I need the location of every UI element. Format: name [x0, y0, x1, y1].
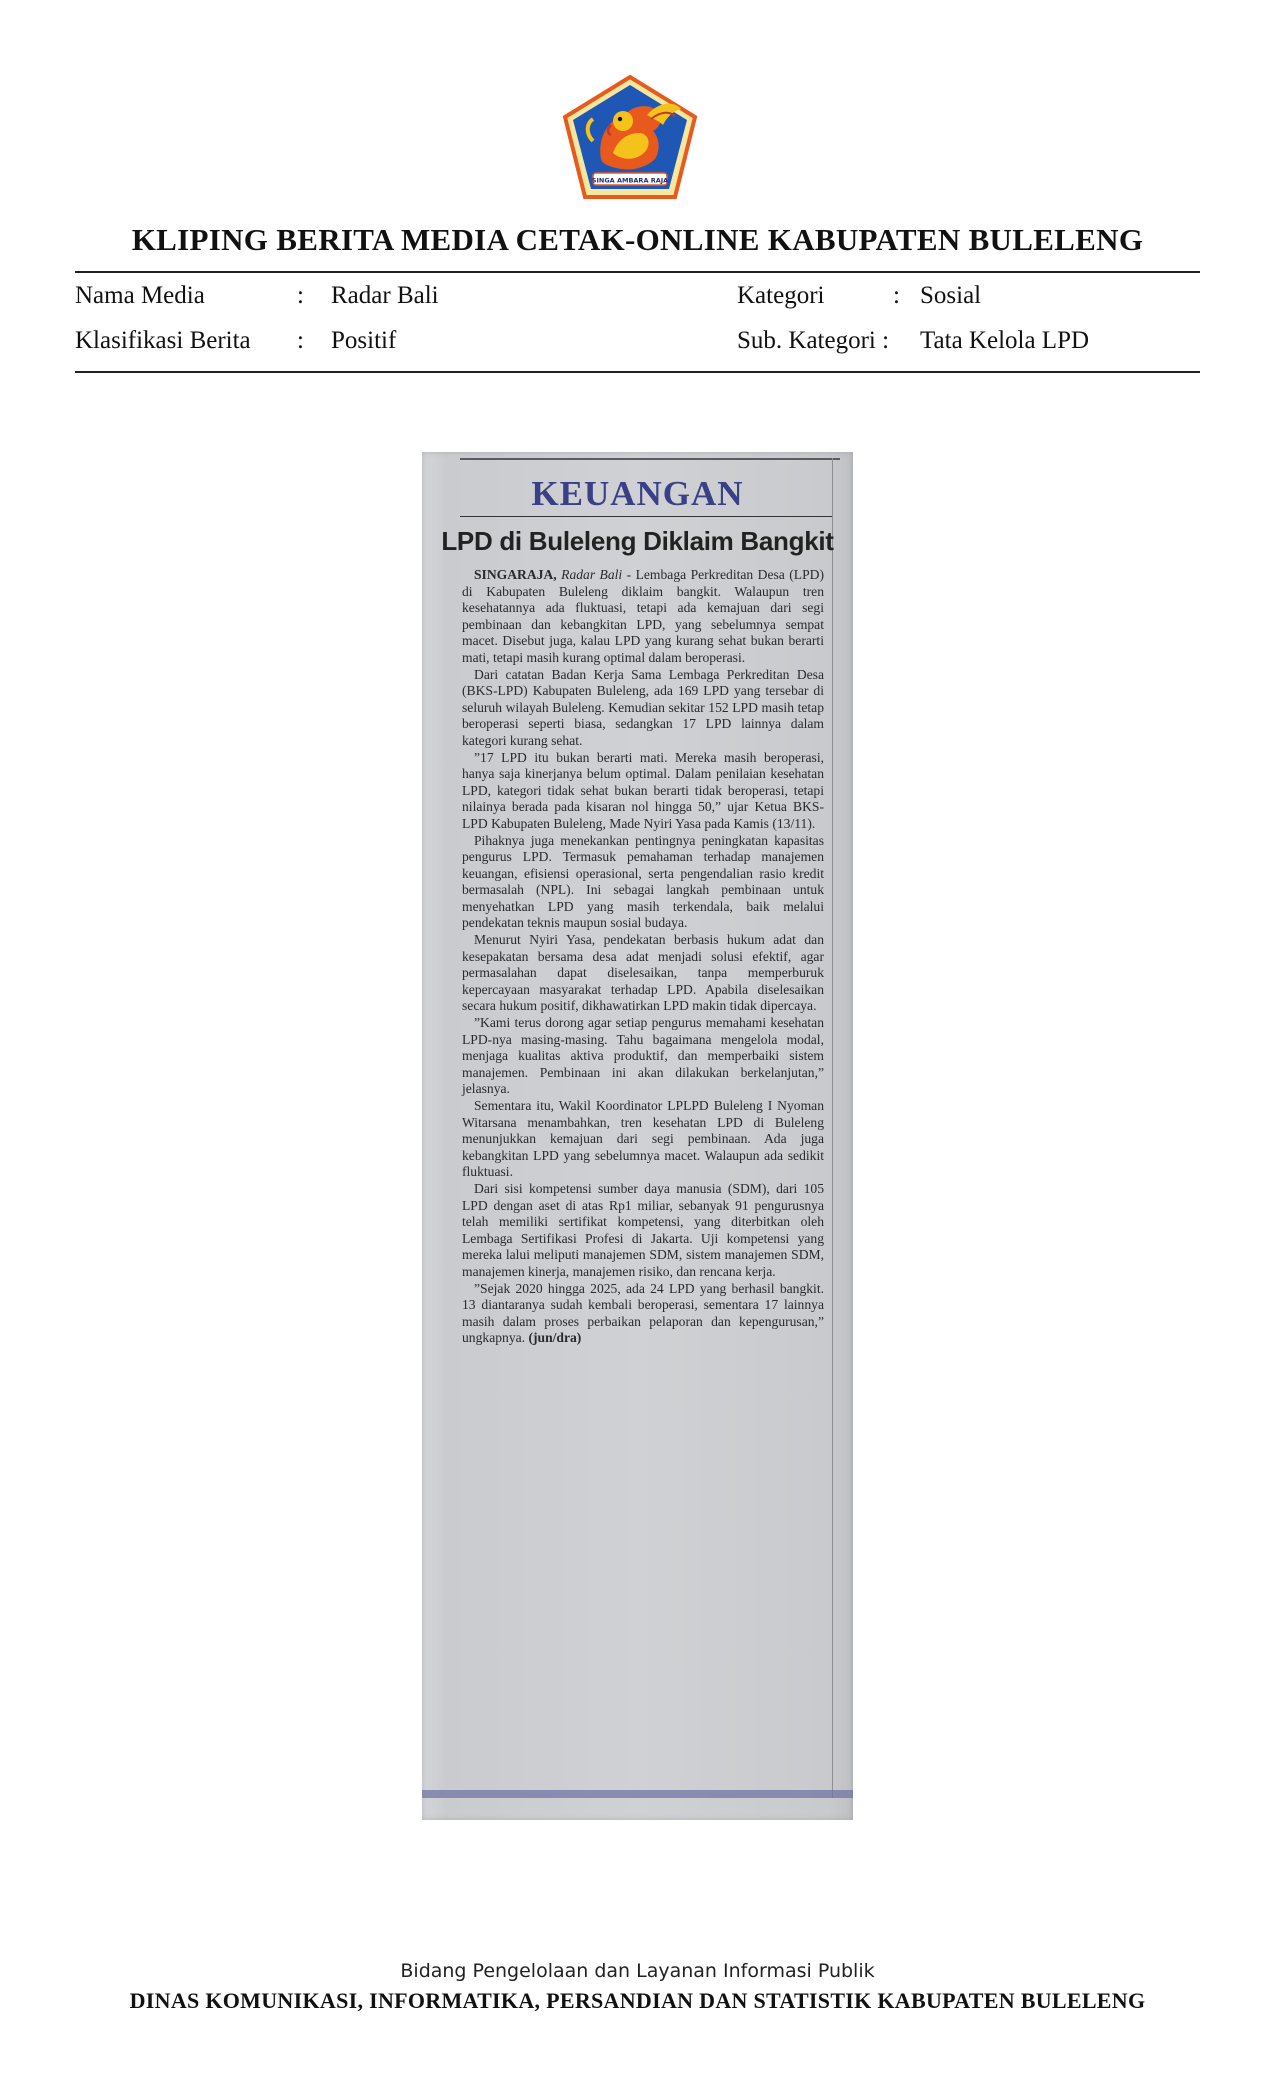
svg-text:SINGA AMBARA RAJA: SINGA AMBARA RAJA: [591, 176, 669, 185]
article-dateline: SINGARAJA,: [474, 567, 557, 582]
clipping-headline: LPD di Buleleng Diklaim Bangkit: [441, 526, 834, 556]
article-paragraph: ”Kami terus dorong agar setiap pengurus memahami kesehatan LPD-nya masing-masing. Tahu bagaimana mengelola modal, menjaga kualitas aktiva produktif, dan memperbaiki sistem manajemen. Pembinaan ini akan dilakukan berkelanjutan,” jelasnya.: [462, 1015, 824, 1097]
header-bottom-divider: [75, 371, 1200, 373]
article-paragraph: ”17 LPD itu bukan berarti mati. Mereka masih beroperasi, hanya saja kinerjanya belum optimal. Dalam penilaian kesehatan LPD, kategori tidak sehat bukan berarti tidak beroperasi, tetapi nilainya berada pada kisaran nol hingga 50,” ujar Ketua BKS-LPD Kabupaten Buleleng, Made Nyiri Yasa pada Kamis (13/11).: [462, 749, 824, 831]
article-closing-quote: ”Sejak 2020 hingga 2025, ada 24 LPD yang berhasil bangkit. 13 diantaranya sudah kembali beroperasi, sementara 17 lainnya masih dalam proses perbaikan pelaporan dan kepengurusan,” ungkapnya.: [462, 1280, 824, 1346]
kategori-label: Kategori: [737, 282, 825, 309]
article-paragraph: Dari sisi kompetensi sumber daya manusia (SDM), dari 105 LPD dengan aset di atas Rp1 miliar, sebanyak 91 pengurusnya telah memiliki sertifikat kompetensi, yang diterbitkan oleh Lembaga Sertifikasi Profesi di Jakarta. Uji kompetensi yang mereka lalui meliputi manajemen SDM, sistem manajemen SDM, manajemen kinerja, manajemen risiko, dan rencana kerja.: [462, 1180, 824, 1279]
header-top-divider: [75, 271, 1200, 273]
media-value: Radar Bali: [331, 282, 439, 309]
footer-division: Bidang Pengelolaan dan Layanan Informasi Publik: [400, 1960, 875, 1982]
klasifikasi-value: Positif: [331, 327, 397, 354]
singa-ambara-raja-emblem-icon: [563, 75, 697, 199]
article-signature: (jun/dra): [528, 1330, 582, 1346]
subkategori-label: Sub. Kategori :: [737, 327, 890, 354]
kategori-value: Sosial: [920, 282, 982, 309]
klasifikasi-label: Klasifikasi Berita: [75, 327, 251, 354]
rubric-underline: [460, 516, 832, 517]
article-source: Radar Bali: [561, 567, 623, 582]
clipping-column-rule: [832, 458, 833, 1798]
footer-agency: DINAS KOMUNIKASI, INFORMATIKA, PERSANDIAN DAN STATISTIK KABUPATEN BULELENG: [129, 1988, 1146, 2013]
article-paragraph: [462, 1281, 824, 1347]
article-paragraph: Menurut Nyiri Yasa, pendekatan berbasis hukum adat dan kesepakatan bersama desa adat menjadi solusi efektif, agar permasalahan dapat diselesaikan, tanpa memperburuk kepercayaan masyarakat terhadap LPD. Apabila diselesaikan secara hukum positif, dikhawatirkan LPD makin tidak dipercaya.: [462, 932, 824, 1014]
media-label: Nama Media: [75, 282, 205, 309]
newspaper-clipping: [422, 452, 853, 1820]
clipping-top-rule: [460, 458, 840, 460]
media-colon: :: [297, 282, 304, 309]
page-title: KLIPING BERITA MEDIA CETAK-ONLINE KABUPATEN BULELENG: [131, 222, 1144, 257]
article-paragraph: Sementara itu, Wakil Koordinator LPLPD Buleleng I Nyoman Witarsana menambahkan, tren kesehatan LPD di Buleleng menunjukkan kemajuan dari segi pembinaan. Ada juga kebangkitan LPD yang sebelumnya macet. Walaupun ada sedikit fluktuasi.: [462, 1098, 824, 1180]
clipping-rubric: KEUANGAN: [531, 474, 744, 513]
subkategori-value: Tata Kelola LPD: [920, 327, 1090, 354]
article-paragraph: Pihaknya juga menekankan pentingnya peningkatan kapasitas pengurus LPD. Termasuk pemahaman terhadap manajemen keuangan, efisiensi operasional, serta pengendalian rasio kredit bermasalah (NPL). Ini sebagai langkah pembinaan untuk menyehatkan LPD yang masih terkendala, baik melalui pendekatan teknis maupun sosial budaya.: [462, 832, 824, 931]
article-body: [462, 567, 824, 1347]
article-paragraph: Dari catatan Badan Kerja Sama Lembaga Perkreditan Desa (BKS-LPD) Kabupaten Buleleng, ada 169 LPD yang tersebar di seluruh wilayah Buleleng. Kemudian sekitar 152 LPD masih tetap beroperasi seperti biasa, sedangkan 17 LPD lainnya dalam kategori kurang sehat.: [462, 666, 824, 748]
kabupaten-buleleng-logo: [563, 75, 697, 199]
clipping-bottom-bar: [422, 1790, 853, 1798]
article-lead: - Lembaga Perkreditan Desa (LPD) di Kabupaten Buleleng diklaim bangkit. Walaupun tren kesehatannya ada fluktuasi, tetapi ada kemajuan dari segi pembinaan dan kebangkitan LPD, yang sebelumnya sempat macet. Disebut juga, kalau LPD yang kurang sehat bukan berarti mati, tetapi masih kurang optimal dalam beroperasi.: [462, 567, 824, 665]
kategori-colon: :: [893, 282, 900, 309]
klasifikasi-colon: :: [297, 327, 304, 354]
article-paragraph: [462, 567, 824, 667]
